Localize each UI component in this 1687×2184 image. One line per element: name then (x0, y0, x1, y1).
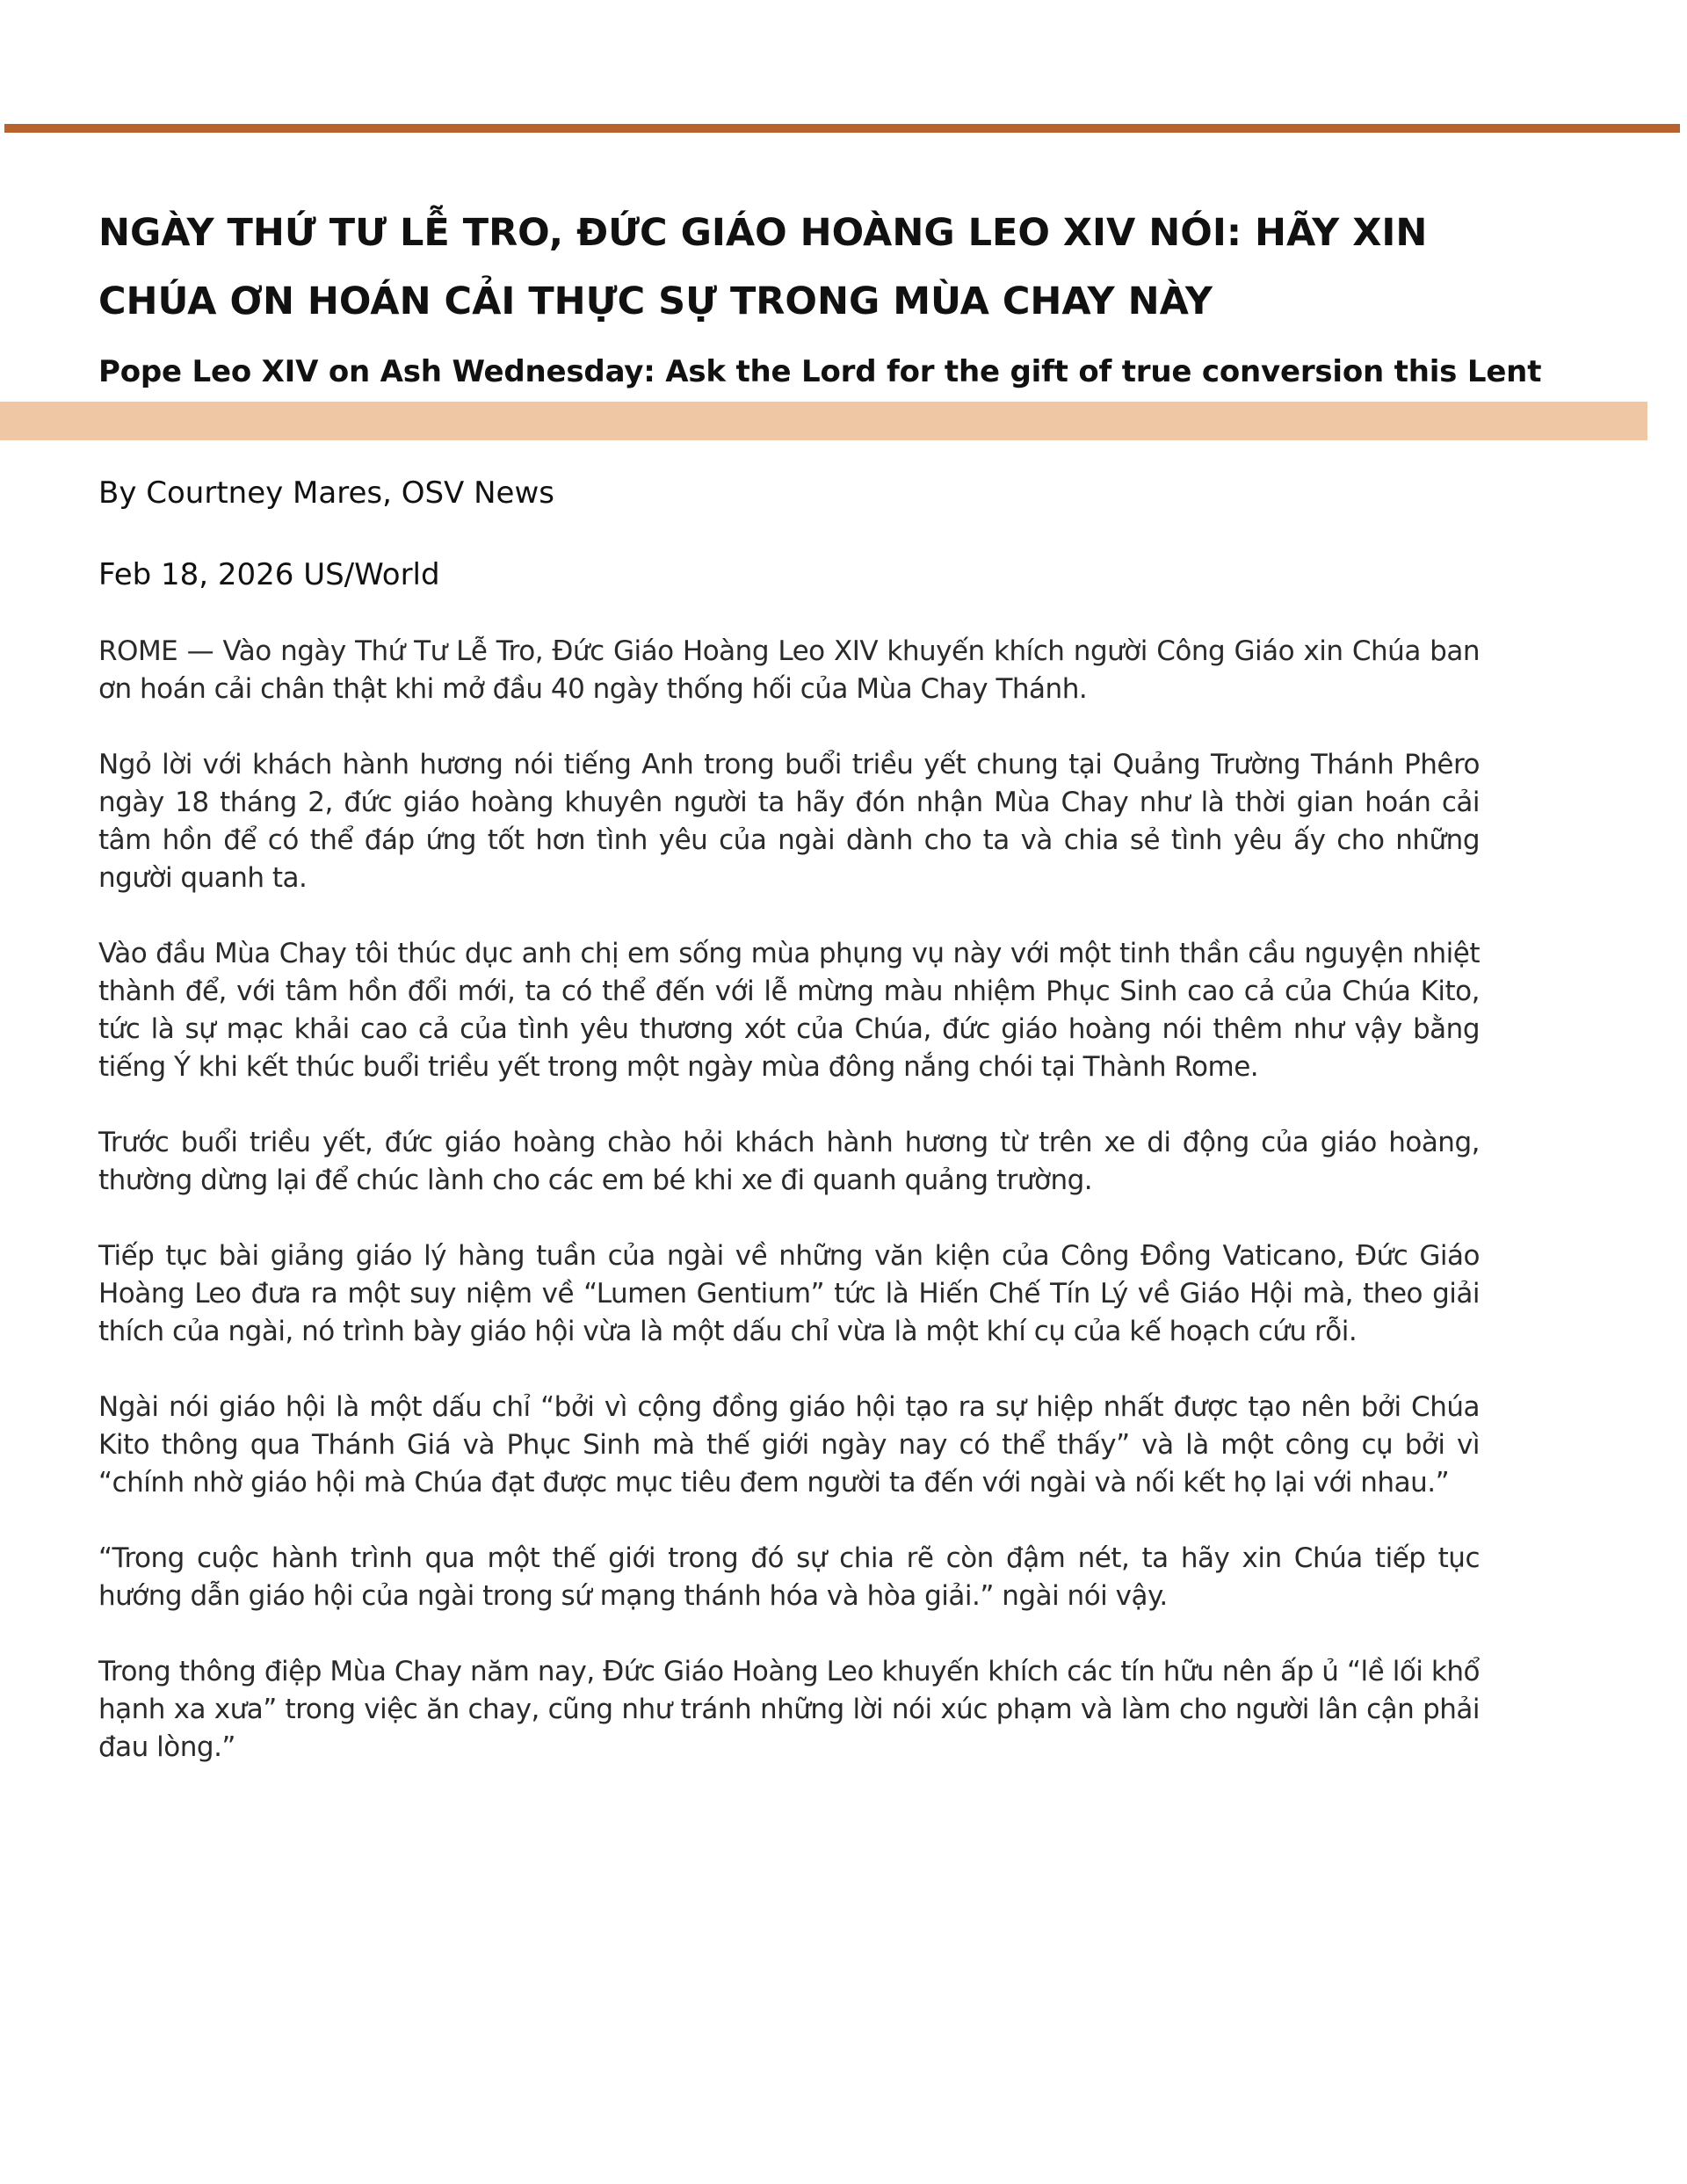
accent-band (0, 402, 1647, 440)
paragraph: “Trong cuộc hành trình qua một thế giới trong đó sự chia rẽ còn đậm nét, ta hãy xin Chúa tiếp tục hướng dẫn giáo hội của ngài trong sứ mạng thánh hóa và hòa giải.” ngài nói vậy. (98, 1542, 1480, 1612)
article-body (98, 633, 1480, 1804)
top-accent-rule (4, 124, 1680, 133)
paragraph: Trong thông điệp Mùa Chay năm nay, Đức Giáo Hoàng Leo khuyến khích các tín hữu nên ấp ủ “lề lối khổ hạnh xa xưa” trong việc ăn chay, cũng như tránh những lời nói xúc phạm và làm cho người lân cận phải đau lòng.” (98, 1656, 1480, 1763)
article-title: NGÀY THỨ TƯ LỄ TRO, ĐỨC GIÁO HOÀNG LEO XIV NÓI: HÃY XIN CHÚA ƠN HOÁN CẢI THỰC SỰ TRONG MÙA CHAY NÀY (98, 211, 1428, 323)
paragraph: ROME — Vào ngày Thứ Tư Lễ Tro, Đức Giáo Hoàng Leo XIV khuyến khích người Công Giáo xin Chúa ban ơn hoán cải chân thật khi mở đầu 40 ngày thống hối của Mùa Chay Thánh. (98, 635, 1480, 705)
article-dateline: Feb 18, 2026 US/World (98, 557, 440, 592)
article-subtitle: Pope Leo XIV on Ash Wednesday: Ask the Lord for the gift of true conversion this Lent (98, 354, 1542, 389)
paragraph: Vào đầu Mùa Chay tôi thúc dục anh chị em sống mùa phụng vụ này với một tinh thần cầu nguyện nhiệt thành để, với tâm hồn đổi mới, ta có thể đến với lễ mừng màu nhiệm Phục Sinh cao cả của Chúa Kito, tức là sự mạc khải cao cả của tình yêu thương xót của Chúa, đức giáo hoàng nói thêm như vậy bằng tiếng Ý khi kết thúc buổi triều yết trong một ngày mùa đông nắng chói tại Thành Rome. (98, 938, 1480, 1083)
paragraph: Ngỏ lời với khách hành hương nói tiếng Anh trong buổi triều yết chung tại Quảng Trường Thánh Phêro ngày 18 tháng 2, đức giáo hoàng khuyên người ta hãy đón nhận Mùa Chay như là thời gian hoán cải tâm hồn để có thể đáp ứng tốt hơn tình yêu của ngài dành cho ta và chia sẻ tình yêu ấy cho những người quanh ta. (98, 749, 1480, 894)
paragraph: Trước buổi triều yết, đức giáo hoàng chào hỏi khách hành hương từ trên xe di động của giáo hoàng, thường dừng lại để chúc lành cho các em bé khi xe đi quanh quảng trường. (98, 1127, 1480, 1196)
paragraph: Tiếp tục bài giảng giáo lý hàng tuần của ngài về những văn kiện của Công Đồng Vaticano, Đức Giáo Hoàng Leo đưa ra một suy niệm về “Lumen Gentium” tức là Hiến Chế Tín Lý về Giáo Hội mà, theo giải thích của ngài, nó trình bày giáo hội vừa là một dấu chỉ vừa là một khí cụ của kế hoạch cứu rỗi. (98, 1240, 1480, 1347)
article-byline: By Courtney Mares, OSV News (98, 475, 554, 511)
paragraph: Ngài nói giáo hội là một dấu chỉ “bởi vì cộng đồng giáo hội tạo ra sự hiệp nhất được tạo nên bởi Chúa Kito thông qua Thánh Giá và Phục Sinh mà thế giới ngày nay có thể thấy” và là một công cụ bởi vì “chính nhờ giáo hội mà Chúa đạt được mục tiêu đem người ta đến với ngài và nối kết họ lại với nhau.” (98, 1391, 1480, 1498)
